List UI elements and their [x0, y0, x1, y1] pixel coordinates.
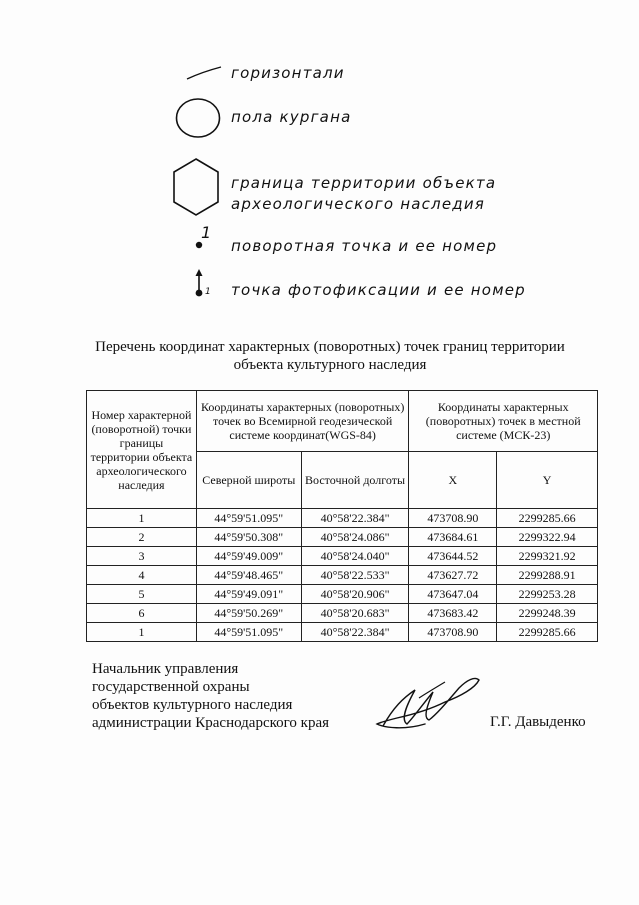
cell-latitude: 44°59'51.095" — [196, 509, 301, 528]
cell-latitude: 44°59'49.091" — [196, 585, 301, 604]
legend-contour-label: горизонтали — [231, 64, 345, 82]
legend-turning-point-label: поворотная точка и ее номер — [231, 237, 498, 255]
header-y: Y — [497, 452, 598, 509]
header-x: X — [409, 452, 497, 509]
cell-x: 473708.90 — [409, 623, 497, 642]
cell-x: 473647.04 — [409, 585, 497, 604]
position-line-4: администрации Краснодарского края — [92, 715, 330, 731]
legend-boundary-label-1: граница территории объекта — [231, 174, 497, 192]
legend-photo-point-label: точка фотофиксации и ее номер — [231, 281, 526, 299]
cell-y: 2299253.28 — [497, 585, 598, 604]
signatory-position — [92, 660, 329, 732]
legend-mound-label: пола кургана — [231, 108, 352, 126]
cell-y: 2299248.39 — [497, 604, 598, 623]
table-row — [87, 585, 598, 604]
cell-latitude: 44°59'50.308" — [196, 528, 301, 547]
position-line-1: Начальник управления — [92, 661, 239, 677]
cell-longitude: 40°58'22.533" — [301, 566, 409, 585]
cell-y: 2299321.92 — [497, 547, 598, 566]
cell-longitude: 40°58'24.040" — [301, 547, 409, 566]
document-title — [60, 338, 600, 374]
contour-line-icon — [184, 64, 224, 82]
cell-latitude: 44°59'49.009" — [196, 547, 301, 566]
cell-longitude: 40°58'22.384" — [301, 623, 409, 642]
turning-point-number: 1 — [201, 223, 213, 242]
cell-x: 473683.42 — [409, 604, 497, 623]
cell-x: 473644.52 — [409, 547, 497, 566]
table-row — [87, 528, 598, 547]
position-line-3: объектов культурного наследия — [92, 697, 293, 713]
cell-y: 2299288.91 — [497, 566, 598, 585]
cell-x: 473627.72 — [409, 566, 497, 585]
photo-point-number: 1 — [205, 287, 211, 297]
table-row — [87, 566, 598, 585]
cell-y: 2299285.66 — [497, 509, 598, 528]
mound-floor-ellipse-icon — [174, 97, 222, 139]
cell-point-number: 6 — [87, 604, 197, 623]
title-line-2: объекта культурного наследия — [233, 357, 427, 373]
cell-y: 2299285.66 — [497, 623, 598, 642]
position-line-2: государственной охраны — [92, 679, 250, 695]
cell-longitude: 40°58'22.384" — [301, 509, 409, 528]
cell-point-number: 1 — [87, 509, 197, 528]
cell-x: 473684.61 — [409, 528, 497, 547]
cell-latitude: 44°59'51.095" — [196, 623, 301, 642]
header-longitude: Восточной долготы — [301, 452, 409, 509]
cell-point-number: 5 — [87, 585, 197, 604]
cell-x: 473708.90 — [409, 509, 497, 528]
handwritten-signature — [375, 668, 485, 738]
table-row — [87, 509, 598, 528]
cell-latitude: 44°59'48.465" — [196, 566, 301, 585]
turning-point-icon — [192, 238, 206, 252]
coordinates-table — [86, 390, 598, 642]
cell-longitude: 40°58'20.906" — [301, 585, 409, 604]
cell-longitude: 40°58'20.683" — [301, 604, 409, 623]
header-point-number: Номер характерной (поворотной) точки границы территории объекта археологического наследия — [87, 391, 197, 509]
table-row — [87, 623, 598, 642]
cell-point-number: 4 — [87, 566, 197, 585]
title-line-1: Перечень координат характерных (поворотных) точек границ территории — [95, 339, 565, 355]
hexagon-boundary-icon — [170, 156, 222, 218]
cell-point-number: 1 — [87, 623, 197, 642]
signer-name: Г.Г. Давыденко — [490, 714, 586, 730]
cell-latitude: 44°59'50.269" — [196, 604, 301, 623]
cell-longitude: 40°58'24.086" — [301, 528, 409, 547]
table-header-row — [87, 391, 598, 452]
cell-y: 2299322.94 — [497, 528, 598, 547]
header-latitude: Северной широты — [196, 452, 301, 509]
cell-point-number: 3 — [87, 547, 197, 566]
legend-boundary-label-2: археологического наследия — [231, 195, 485, 213]
table-row — [87, 604, 598, 623]
cell-point-number: 2 — [87, 528, 197, 547]
header-msk23: Координаты характерных (поворотных) точек в местной системе (МСК-23) — [409, 391, 598, 452]
table-row — [87, 547, 598, 566]
header-wgs84: Координаты характерных (поворотных) точек во Всемирной геодезической системе координат(WGS-84) — [196, 391, 409, 452]
